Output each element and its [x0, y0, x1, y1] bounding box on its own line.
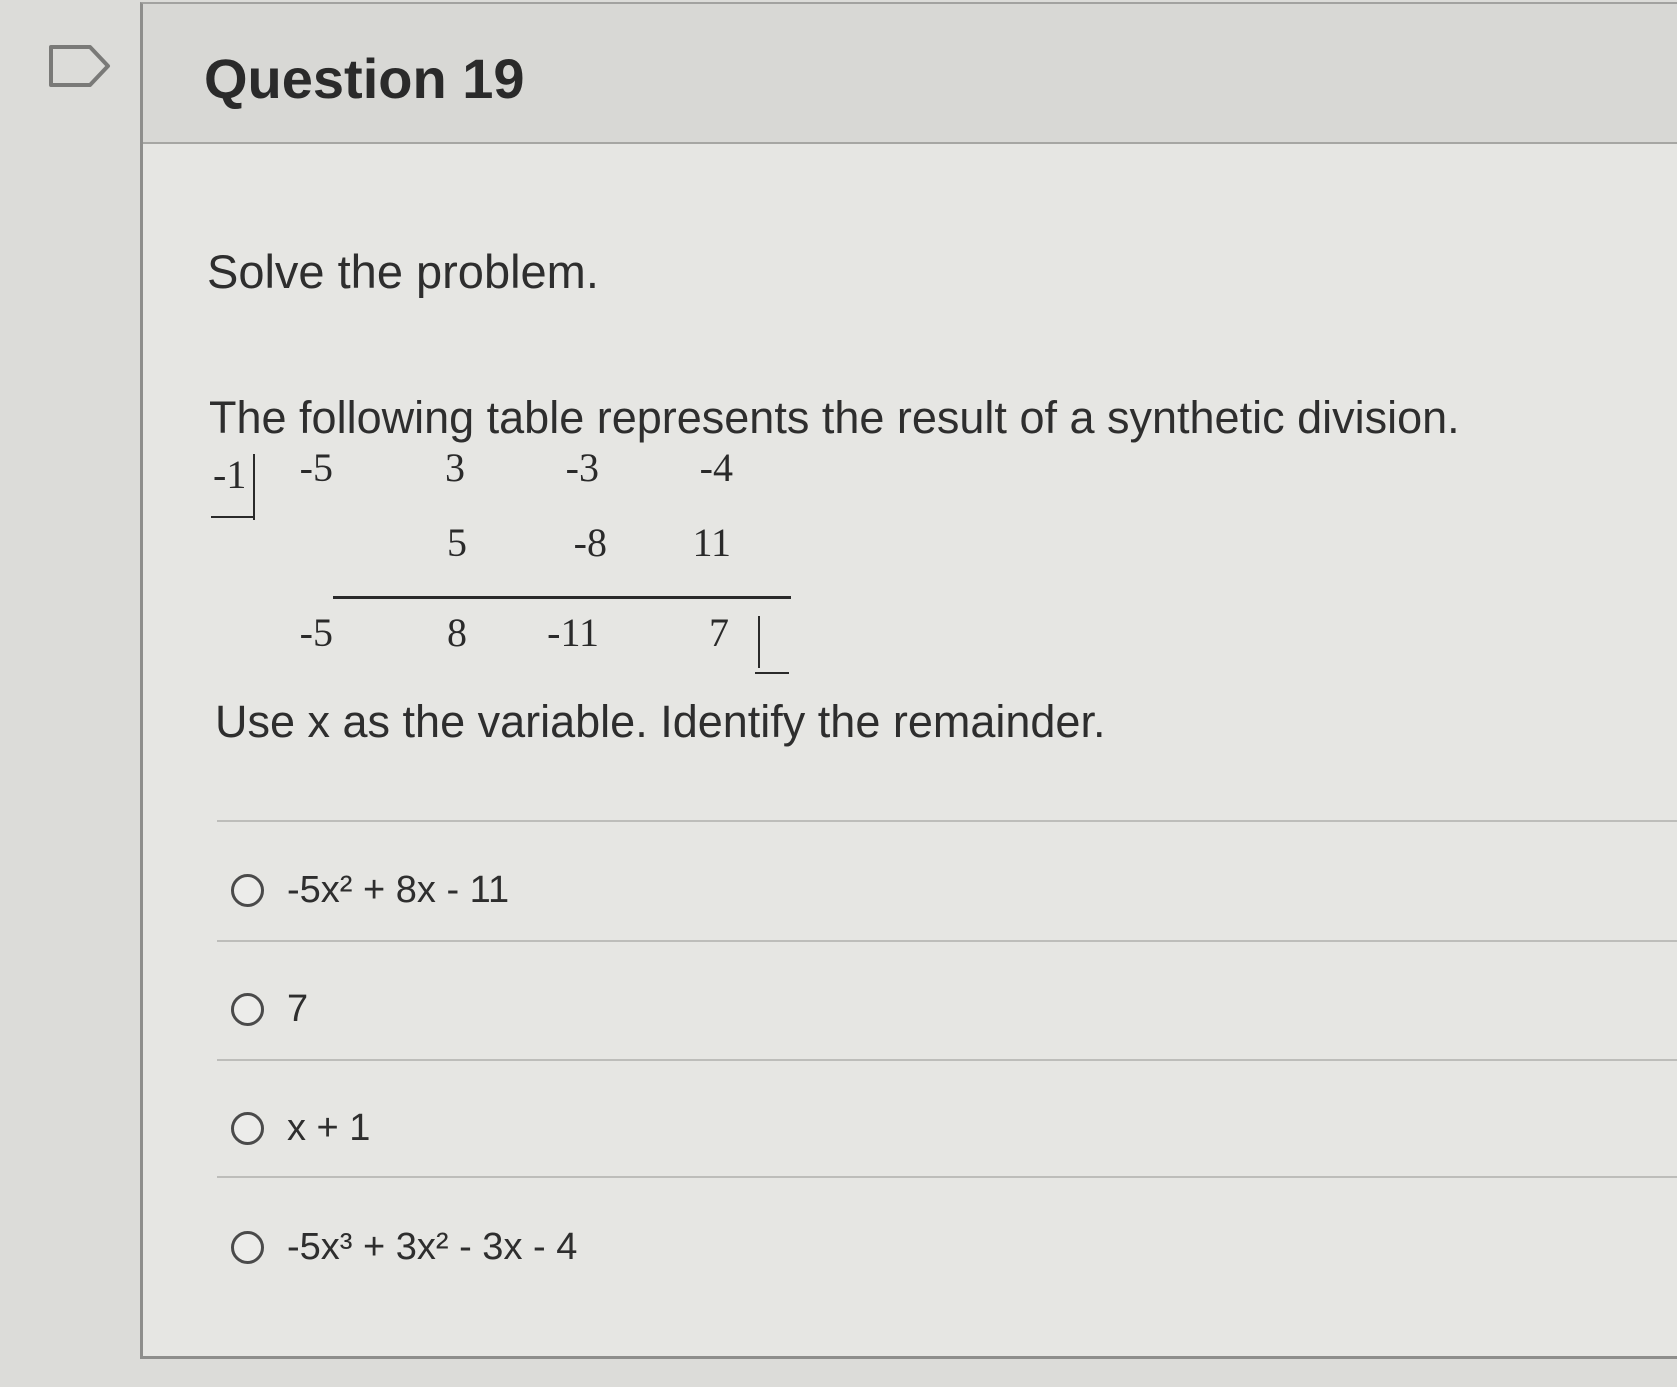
row1-cell: -3 — [565, 445, 599, 490]
synthetic-division-table — [143, 4, 1677, 1356]
question-header — [143, 4, 1677, 144]
answer-option[interactable] — [231, 1217, 577, 1277]
radio-button-icon[interactable] — [231, 1112, 264, 1145]
question-description: The following table represents the result of a synthetic division. — [209, 392, 1460, 443]
divisor-value: -1 — [213, 452, 247, 497]
option-divider — [217, 1059, 1677, 1061]
answer-option[interactable] — [231, 1098, 370, 1158]
remainder-bracket — [758, 616, 760, 668]
radio-button-icon[interactable] — [231, 1231, 264, 1264]
question-instruction: Solve the problem. — [207, 245, 599, 298]
option-label: -5x² + 8x - 11 — [287, 868, 510, 911]
row1-cell: 3 — [445, 445, 465, 490]
option-divider — [217, 820, 1677, 822]
row3-cell: -5 — [299, 610, 333, 655]
row3-cell: 8 — [447, 610, 467, 655]
question-card — [140, 2, 1677, 1359]
radio-button-icon[interactable] — [231, 993, 264, 1026]
answer-option[interactable] — [231, 860, 509, 920]
question-title: Question 19 — [204, 47, 525, 110]
flag-question-icon[interactable] — [48, 44, 112, 88]
row3-cell: -11 — [547, 610, 599, 655]
row1-cell: -5 — [299, 445, 333, 490]
row2-cell: 11 — [692, 520, 731, 565]
option-label: 7 — [287, 987, 309, 1030]
option-label: x + 1 — [287, 1106, 371, 1149]
divisor-bracket — [253, 454, 255, 520]
row1-cell: -4 — [699, 445, 733, 490]
remainder-underline — [755, 672, 789, 674]
answer-option[interactable] — [231, 979, 308, 1039]
divisor-underline — [211, 516, 255, 518]
option-label: -5x³ + 3x² - 3x - 4 — [287, 1225, 578, 1268]
row2-cell: -8 — [573, 520, 607, 565]
radio-button-icon[interactable] — [231, 874, 264, 907]
question-prompt: Use x as the variable. Identify the remainder. — [215, 696, 1106, 747]
option-divider — [217, 940, 1677, 942]
sum-line — [333, 596, 791, 599]
remainder-cell: 7 — [709, 610, 729, 655]
option-divider — [217, 1176, 1677, 1178]
row2-cell: 5 — [447, 520, 467, 565]
